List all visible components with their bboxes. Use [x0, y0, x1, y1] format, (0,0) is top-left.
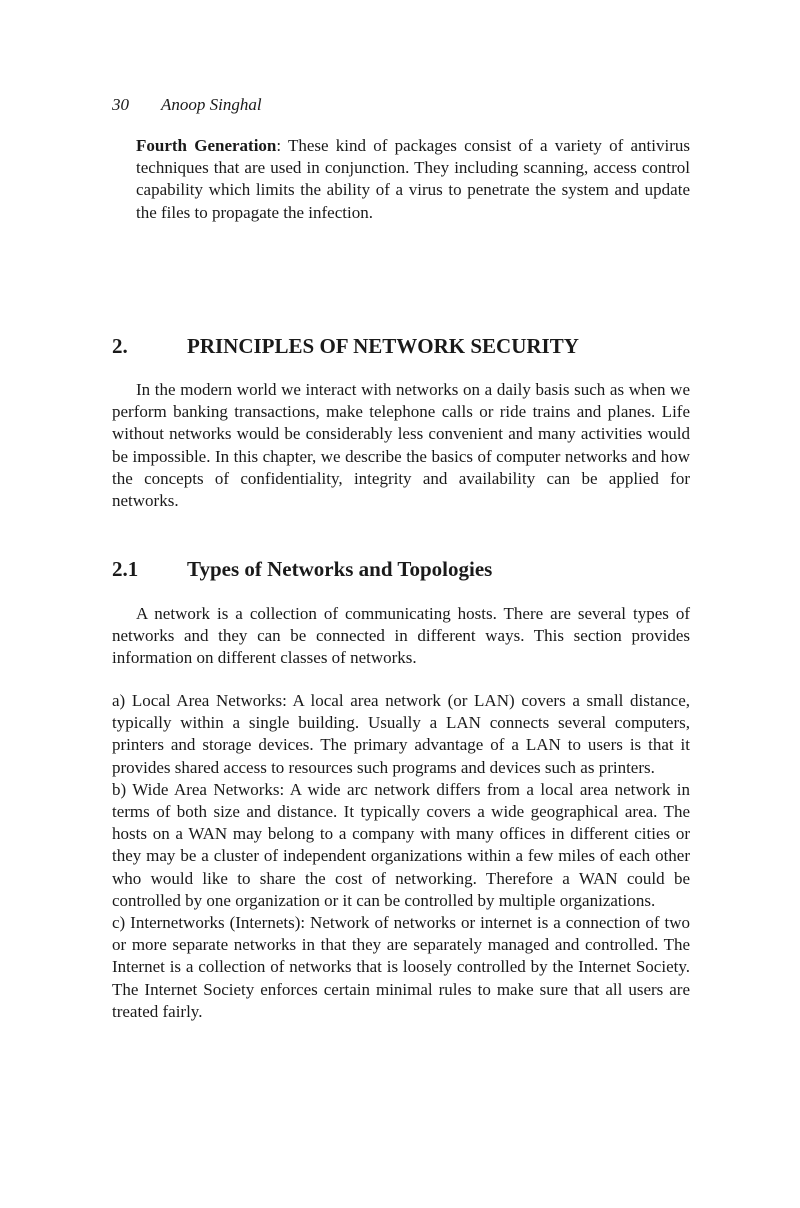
fourth-generation-text: : These kind of packages consist of a variety of antivirus techniques that are used in conjunction. They including scanning, access control capability which limits the ability of a virus to penetrate the system and update the files to propagate the infection.: [136, 136, 690, 222]
section-2-number: 2.: [112, 334, 128, 358]
author-name: Anoop Singhal: [161, 95, 262, 114]
network-types-list: [112, 690, 690, 1023]
list-item-lan: a) Local Area Networks: A local area network (or LAN) covers a small distance, typically within a single building. Usually a LAN connects several computers, printers and storage devices. The primary advantage of a LAN to users is that it provides shared access to resources such programs and devices such as printers.: [112, 691, 690, 777]
section-2-1-intro: A network is a collection of communicating hosts. There are several types of networks and they can be connected in different ways. This section provides information on different classes of networks.: [112, 604, 690, 668]
section-2-title: PRINCIPLES OF NETWORK SECURITY: [187, 334, 579, 358]
list-item-internetworks: c) Internetworks (Internets): Network of networks or internet is a connection of two or more separate networks in that they are separately managed and controlled. The Internet is a collection of networks that is loosely controlled by the Internet Society. The Internet Society enforces certain minimal rules to make sure that all users are treated fairly.: [112, 913, 690, 1021]
running-head: [112, 95, 262, 115]
section-2-1-number: 2.1: [112, 557, 139, 581]
section-2-intro: In the modern world we interact with networks on a daily basis such as when we perform banking transactions, make telephone calls or ride trains and planes. Life without networks would be considerably less convenient and many activities would be impossible. In this chapter, we describe the basics of computer networks and how the concepts of confidentiality, integrity and availability can be applied for networks.: [112, 380, 690, 511]
fourth-generation-label: Fourth Generation: [136, 136, 277, 155]
list-item-wan: b) Wide Area Networks: A wide arc network differs from a local area network in terms of both size and distance. It typically covers a wide geographical area. The hosts on a WAN may belong to a company with many offices in different cities or they may be a cluster of independent organizations within a few miles of each other who would like to share the cost of networking. Therefore a WAN could be controlled by one organization or it can be controlled by multiple organizations.: [112, 779, 690, 910]
section-2-1-heading: [112, 556, 492, 582]
fourth-generation-paragraph: [136, 135, 690, 224]
section-2-1-title: Types of Networks and Topologies: [187, 557, 493, 581]
section-2-heading: [112, 333, 579, 359]
page-number: 30: [112, 95, 129, 114]
